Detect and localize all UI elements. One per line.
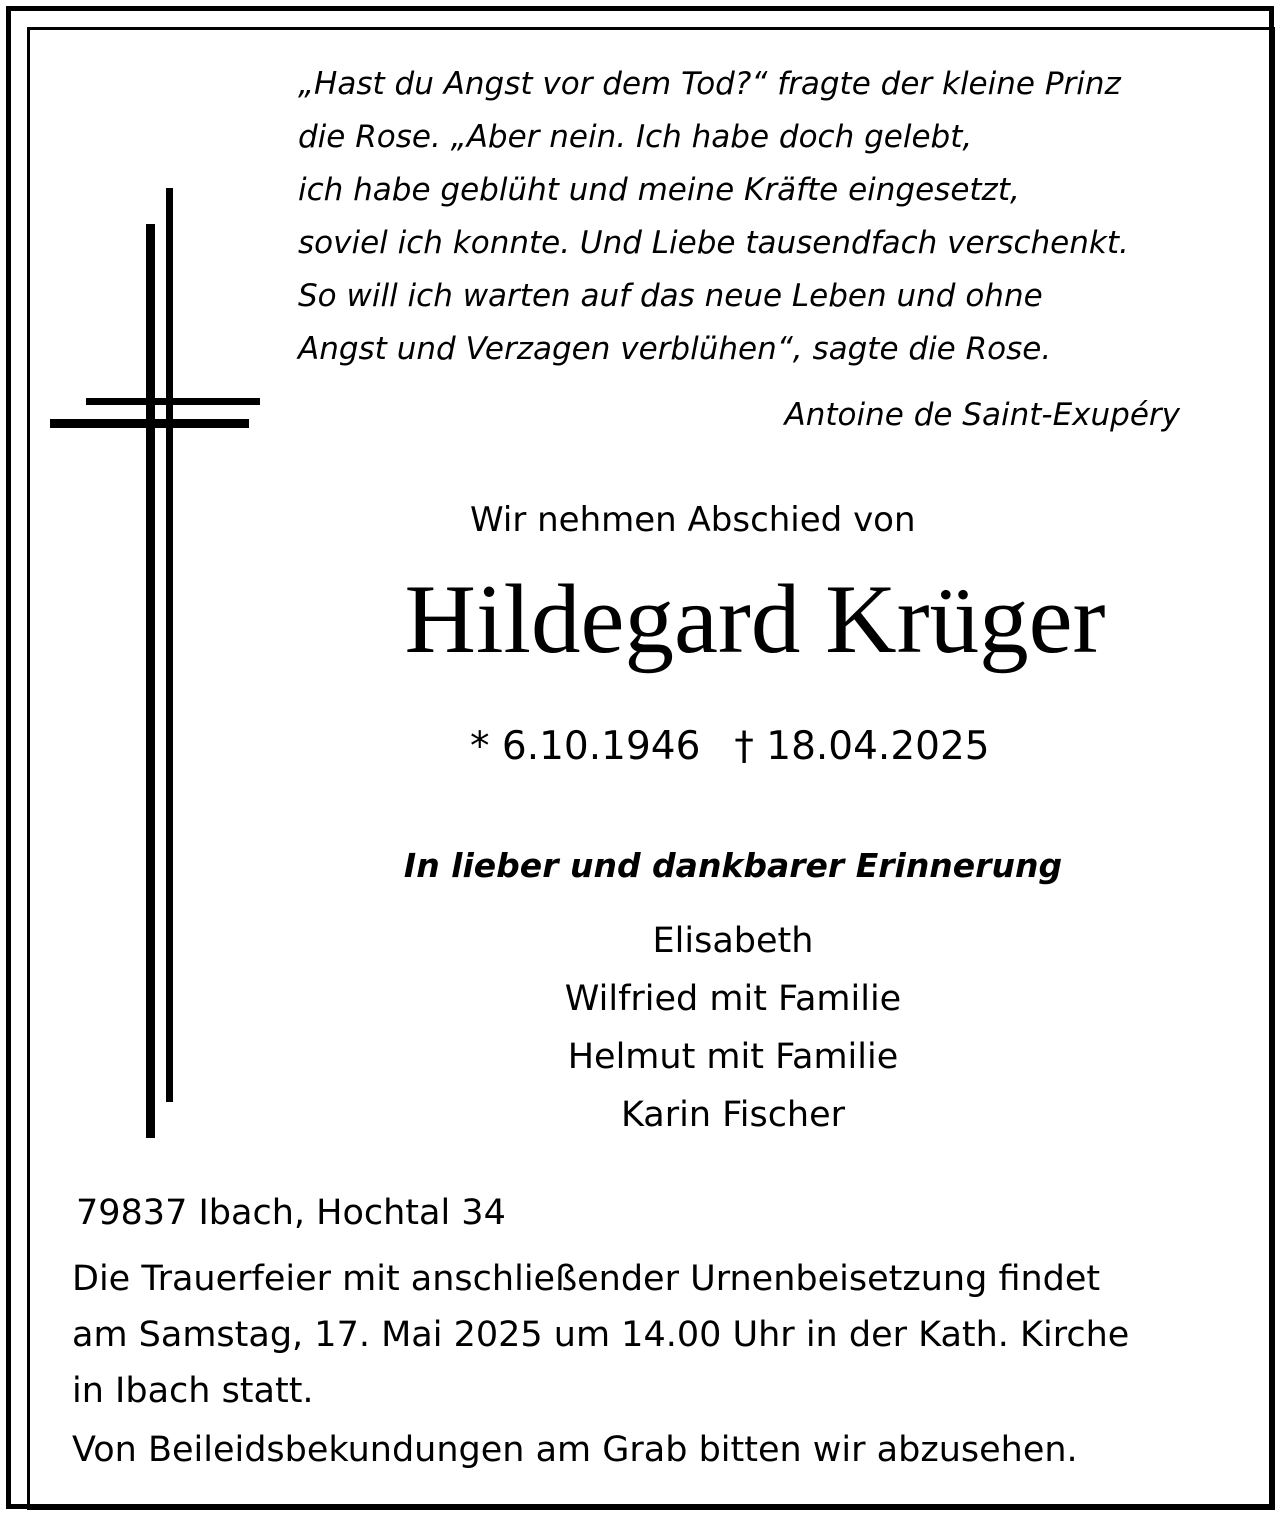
quote-line: Angst und Verzagen verblühen“, sagte die Rose. (298, 331, 1052, 367)
mourner-name: Karin Fischer (620, 1095, 846, 1135)
cross-vertical-bar-short (166, 188, 173, 1102)
mourner-name: Helmut mit Familie (567, 1037, 899, 1077)
ceremony-line: in Ibach statt. (72, 1371, 314, 1411)
quote-author: Antoine de Saint-Exupéry (784, 397, 1180, 433)
quote-line: „Hast du Angst vor dem Tod?“ fragte der kleine Prinz (298, 66, 1121, 102)
cross-vertical-bar-long (146, 224, 155, 1138)
death-date: † 18.04.2025 (734, 724, 990, 769)
cross-horizontal-bar-lower (50, 419, 249, 428)
family-address: 79837 Ibach, Hochtal 34 (76, 1193, 506, 1233)
cross-horizontal-bar-upper (86, 398, 260, 405)
quote (298, 58, 1258, 376)
farewell-intro: Wir nehmen Abschied von (470, 500, 916, 540)
ceremony-line: Die Trauerfeier mit anschließender Urnenbeisetzung findet (72, 1259, 1101, 1299)
mourner-name: Wilfried mit Familie (564, 979, 902, 1019)
quote-line: die Rose. „Aber nein. Ich habe doch gelebt, (298, 119, 973, 155)
quote-line: soviel ich konnte. Und Liebe tausendfach verschenkt. (298, 225, 1129, 261)
quote-line: ich habe geblüht und meine Kräfte eingesetzt, (298, 172, 1020, 208)
birth-date: * 6.10.1946 (470, 724, 701, 769)
condolence-note: Von Beileidsbekundungen am Grab bitten wir abzusehen. (72, 1430, 1078, 1470)
mourners-list (483, 912, 983, 1144)
ceremony-line: am Samstag, 17. Mai 2025 um 14.00 Uhr in der Kath. Kirche (72, 1315, 1130, 1355)
memory-heading: In lieber und dankbarer Erinnerung (403, 846, 1063, 885)
deceased-name: Hildegard Krüger (404, 565, 1106, 674)
life-dates (470, 722, 990, 772)
ceremony-info (72, 1251, 1252, 1419)
quote-line: So will ich warten auf das neue Leben und ohne (298, 278, 1043, 314)
mourner-name: Elisabeth (652, 921, 814, 961)
